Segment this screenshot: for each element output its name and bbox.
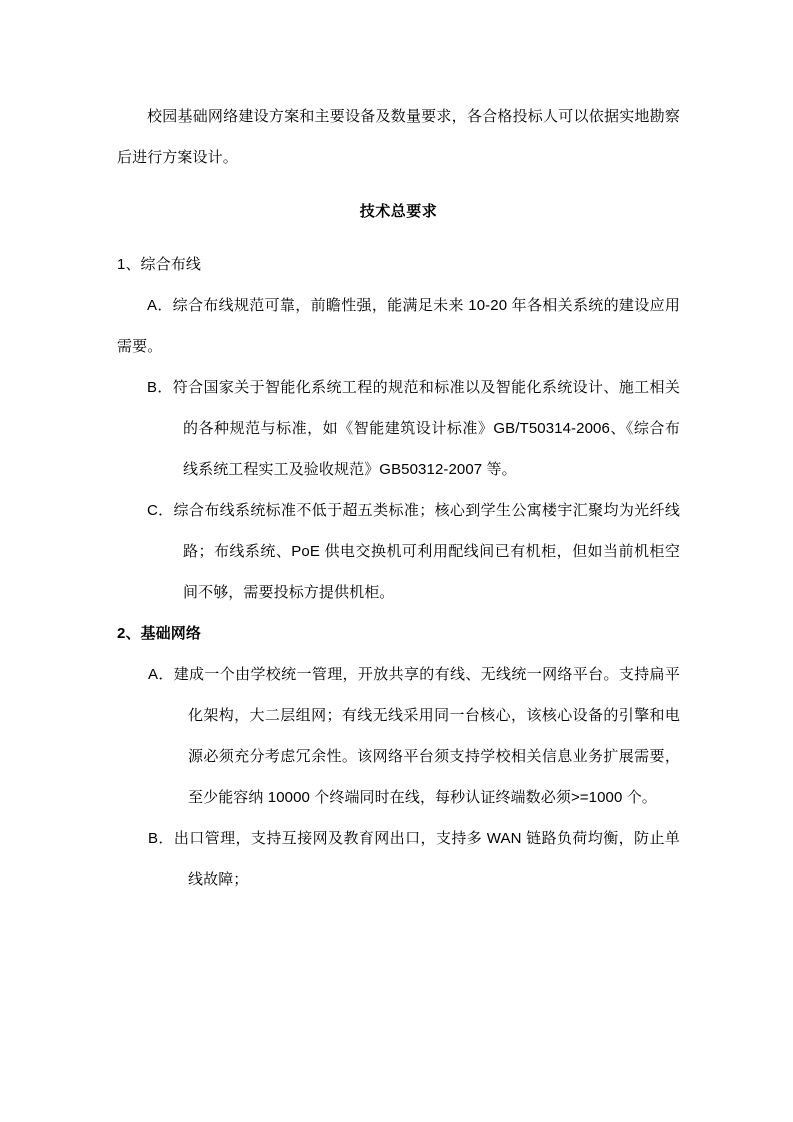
list-marker-2b: B． — [148, 830, 174, 847]
list-marker-1b: B． — [147, 379, 173, 396]
list-marker-1a: A． — [147, 297, 173, 314]
list-item-1c — [117, 490, 680, 613]
page-title: 技术总要求 — [359, 203, 438, 220]
section-number-2: 2、 — [117, 625, 141, 642]
list-item-2a — [117, 654, 680, 818]
list-text-1b: 符合国家关于智能化系统工程的规范和标准以及智能化系统设计、施工相关的各种规范与标准，如《智能建筑设计标准》GB/T50314-2006、《综合布线系统工程实工及验收规范》GB50312-2007 等。 — [172, 379, 680, 478]
list-text-1a: 综合布线规范可靠，前瞻性强，能满足未来 10-20 年各相关系统的建设应用需要。 — [117, 297, 680, 355]
list-item-2b — [117, 818, 680, 900]
list-text-2b: 出口管理，支持互接网及教育网出口，支持多 WAN 链路负荷均衡，防止单线故障； — [173, 830, 680, 888]
section-heading-2 — [117, 613, 680, 654]
section-title-1: 综合布线 — [140, 256, 201, 273]
section-title-2: 基础网络 — [140, 625, 201, 642]
list-text-2a: 建成一个由学校统一管理，开放共享的有线、无线统一网络平台。支持扁平化架构，大二层组网；有线无线采用同一台核心，该核心设备的引擎和电源必须充分考虑冗余性。该网络平台须支持学校相关信息业务扩展需要，至少能容纳 10000 个终端同时在线，每秒认证终端数必须>=1000 个。 — [173, 666, 680, 806]
intro-paragraph: 校园基础网络建设方案和主要设备及数量要求，各合格投标人可以依据实地勘察后进行方案设计。 — [117, 108, 680, 166]
list-item-1b — [117, 367, 680, 490]
section-heading-1 — [117, 244, 680, 285]
list-marker-2a: A． — [148, 666, 174, 683]
document-body — [117, 96, 680, 900]
list-text-1c: 综合布线系统标准不低于超五类标准；核心到学生公寓楼宇汇聚均为光纤线路；布线系统、PoE 供电交换机可利用配线间已有机柜，但如当前机柜空间不够，需要投标方提供机柜。 — [173, 502, 680, 601]
list-item-1a — [117, 285, 680, 367]
section-number-1: 1、 — [117, 256, 141, 273]
list-marker-1c: C． — [147, 502, 174, 519]
